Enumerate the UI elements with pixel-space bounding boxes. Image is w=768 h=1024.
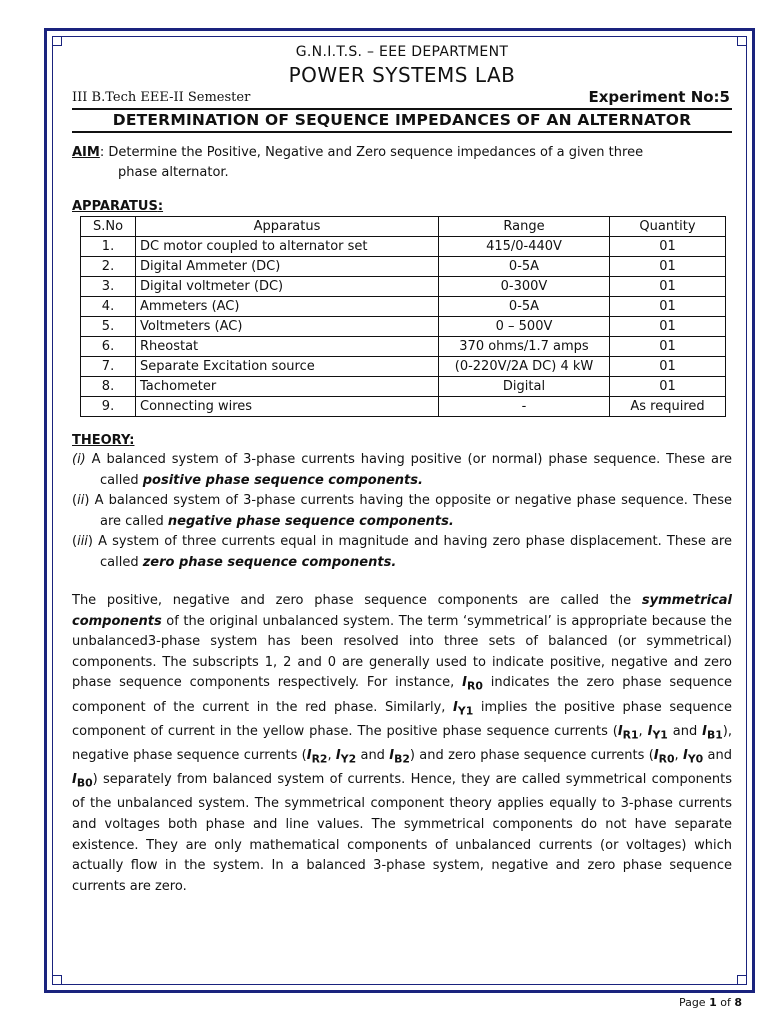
semester-label: III B.Tech EEE-II Semester: [72, 90, 251, 105]
table-row: [81, 357, 726, 377]
theory-item: (i) A balanced system of 3-phase currents having positive (or normal) phase sequence. These are called positive phase sequence components.: [72, 452, 732, 488]
table-cell: DC motor coupled to alternator set: [136, 237, 439, 257]
theory-section: [72, 450, 732, 573]
table-cell: 5.: [81, 317, 136, 337]
department-name: G.N.I.T.S. – EEE DEPARTMENT: [295, 44, 509, 60]
table-cell: Voltmeters (AC): [136, 317, 439, 337]
table-cell: 01: [610, 337, 726, 357]
table-cell: 7.: [81, 357, 136, 377]
page-number: 1: [709, 996, 717, 1009]
theory-paragraph: The positive, negative and zero phase sequence components are called the symmetrical components of the original unbalanced system. The term ‘symmetrical’ is appropriate because the unbalanced3-phase system has been resolved into three sets of balanced (or symmetrical) components. The subscripts 1, 2 and 0 are generally used to indicate positive, negative and zero phase sequence components respectively. For instance, $I_{R0}$ indicates the zero phase sequence component of the current in the red phase. Similarly, $I_{Y1}$ implies the positive phase sequence component of current in the yellow phase. The positive phase sequence currents ($I_{R1}$, $I_{Y1}$ and $I_{B1}$), negative phase sequence currents ($I_{R2}$, $I_{Y2}$ and $I_{B2}$) and zero phase sequence currents ($I_{R0}$, $I_{Y0}$ and $I_{B0}$) separately from balanced system of currents. Hence, they are called symmetrical components of the unbalanced system. The symmetrical component theory applies equally to 3-phase currents and voltages both phase and line values. The symmetrical components do not have separate existence. They are only mathematical components of unbalanced currents (or voltages) which actually flow in the system. In a balanced 3-phase system, negative and zero phase sequence currents are zero.: [72, 593, 732, 894]
semester-row: [72, 88, 732, 108]
border-corner: [737, 36, 747, 46]
page-total: 8: [734, 996, 742, 1009]
table-cell: 01: [610, 377, 726, 397]
table-row: [81, 237, 726, 257]
column-header: S.No: [81, 217, 136, 237]
table-row: [81, 337, 726, 357]
table-row: [81, 317, 726, 337]
table-cell: (0-220V/2A DC) 4 kW: [439, 357, 610, 377]
experiment-title: DETERMINATION OF SEQUENCE IMPEDANCES OF AN ALTERNATOR: [72, 108, 732, 133]
border-corner: [52, 36, 62, 46]
apparatus-table: [80, 216, 726, 417]
table-cell: 9.: [81, 397, 136, 417]
table-cell: 3.: [81, 277, 136, 297]
column-header: Apparatus: [136, 217, 439, 237]
experiment-number: Experiment No:5: [588, 88, 730, 106]
table-cell: 6.: [81, 337, 136, 357]
table-row: [81, 297, 726, 317]
table-cell: As required: [610, 397, 726, 417]
page-word: Page: [678, 996, 706, 1009]
table-cell: 01: [610, 277, 726, 297]
column-header: Quantity: [610, 217, 726, 237]
aim-section: AIM: Determine the Positive, Negative and Zero sequence impedances of a given three phase alternator.: [72, 143, 732, 183]
table-row: [81, 257, 726, 277]
border-corner: [737, 975, 747, 985]
table-row: [81, 377, 726, 397]
table-row: [81, 277, 726, 297]
lab-name: POWER SYSTEMS LAB: [288, 63, 516, 87]
table-cell: 01: [610, 257, 726, 277]
theory-item: (ii) A balanced system of 3-phase currents having the opposite or negative phase sequence. These are called negative phase sequence components.: [72, 493, 732, 529]
table-cell: Digital: [439, 377, 610, 397]
table-cell: Tachometer: [136, 377, 439, 397]
aim-text: Determine the Positive, Negative and Zero sequence impedances of a given three: [108, 145, 644, 160]
table-cell: 4.: [81, 297, 136, 317]
table-cell: Digital Ammeter (DC): [136, 257, 439, 277]
of-word: of: [720, 996, 731, 1009]
table-cell: 0 – 500V: [439, 317, 610, 337]
table-cell: 01: [610, 237, 726, 257]
table-row: [81, 397, 726, 417]
theory-heading: THEORY:: [72, 433, 135, 448]
table-cell: 0-5A: [439, 297, 610, 317]
table-cell: Digital voltmeter (DC): [136, 277, 439, 297]
table-cell: Connecting wires: [136, 397, 439, 417]
aim-label: AIM: [72, 145, 100, 160]
table-cell: Separate Excitation source: [136, 357, 439, 377]
table-cell: 415/0-440V: [439, 237, 610, 257]
table-cell: 01: [610, 297, 726, 317]
table-cell: 01: [610, 357, 726, 377]
page-footer: [679, 996, 742, 1009]
table-cell: 0-5A: [439, 257, 610, 277]
page-content: [72, 43, 732, 897]
table-cell: 0-300V: [439, 277, 610, 297]
table-cell: Ammeters (AC): [136, 297, 439, 317]
table-cell: 2.: [81, 257, 136, 277]
table-cell: 1.: [81, 237, 136, 257]
table-cell: 01: [610, 317, 726, 337]
table-cell: -: [439, 397, 610, 417]
table-cell: 370 ohms/1.7 amps: [439, 337, 610, 357]
apparatus-heading: APPARATUS:: [72, 199, 164, 214]
theory-item: (iii) A system of three currents equal in magnitude and having zero phase displacement. These are called zero phase sequence components.: [72, 534, 732, 570]
table-cell: 8.: [81, 377, 136, 397]
table-cell: Rheostat: [136, 337, 439, 357]
column-header: Range: [439, 217, 610, 237]
aim-text-cont: phase alternator.: [118, 165, 229, 180]
border-corner: [52, 975, 62, 985]
table-header-row: [81, 217, 726, 237]
